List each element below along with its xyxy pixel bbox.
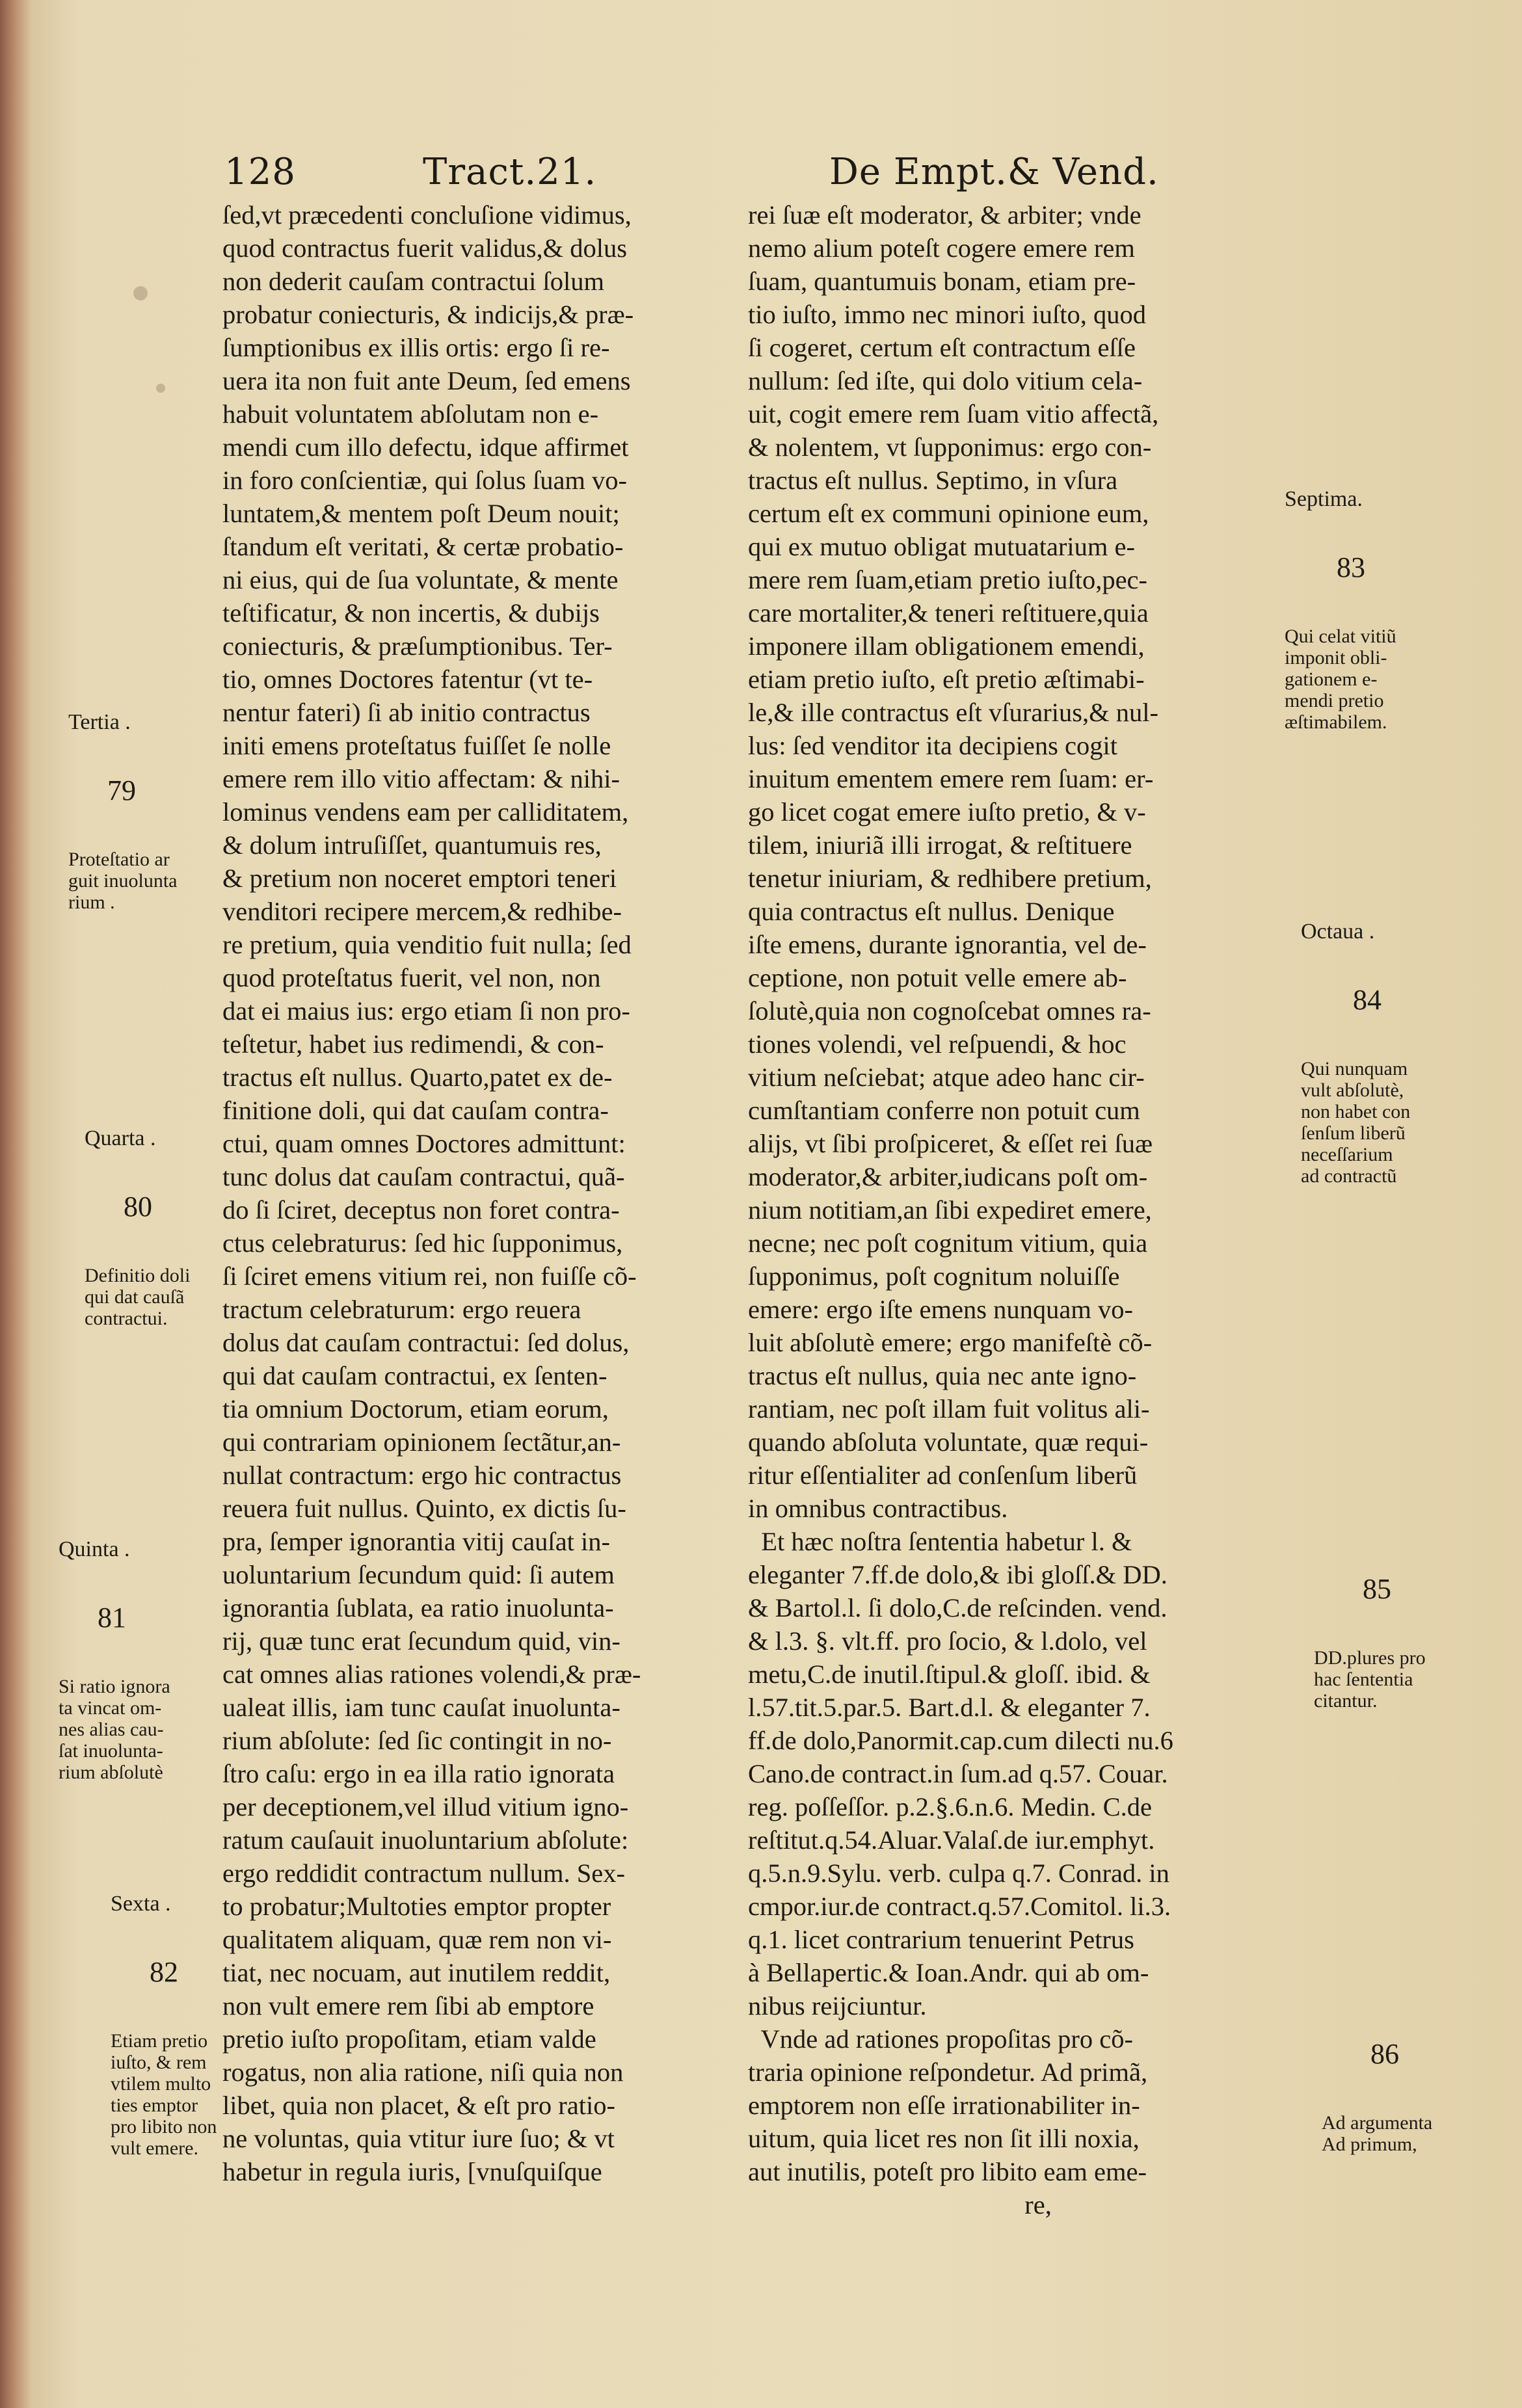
left-text-column <box>222 198 782 2188</box>
text-line: ſtandum eſt veritati, & certæ probatio- <box>222 532 624 561</box>
right-text-column <box>748 198 1320 2221</box>
text-line: Et hæc noſtra ſententia habetur l. & <box>748 1527 1132 1556</box>
text-line: probatur coniecturis, & indicijs,& præ- <box>222 300 634 329</box>
margin-ordinal: Quinta . <box>59 1537 130 1561</box>
margin-gloss: Qui celat vitiũ imponit obli- gationem e- mendi pretio æſtimabilem. <box>1285 626 1396 733</box>
text-line: ſed,vt præcedenti concluſione vidimus, <box>222 200 632 230</box>
margin-note-82 <box>111 1850 217 2202</box>
text-line: tiat, nec nocuam, aut inutilem reddit, <box>222 1958 611 1987</box>
text-line: tractum celebraturum: ergo reuera <box>222 1295 581 1324</box>
text-line: alijs, vt ſibi proſpiceret, & eſſet rei ſuæ <box>748 1129 1153 1158</box>
text-line: nullum: ſed iſte, qui dolo vitium cela- <box>748 366 1143 395</box>
text-line: to probatur;Multoties emptor propter <box>222 1892 611 1921</box>
text-line: pretio iuſto propoſitam, etiam valde <box>222 2024 596 2054</box>
text-line: reg. poſſeſſor. p.2.§.6.n.6. Medin. C.de <box>748 1792 1152 1821</box>
text-line: teſtetur, habet ius redimendi, & con- <box>222 1029 604 1059</box>
margin-gloss: Proteſtatio ar guit inuolunta rium . <box>68 849 178 913</box>
text-line: reuera fuit nullus. Quinto, ex dictis ſu- <box>222 1494 626 1523</box>
margin-ordinal: Tertia . <box>68 710 131 734</box>
text-line: tunc dolus dat cauſam contractui, quã- <box>222 1162 625 1191</box>
text-line: luit abſolutè emere; ergo manifeſtè cõ- <box>748 1328 1153 1357</box>
text-line: qui contrariam opinionem ſectãtur,an- <box>222 1427 621 1457</box>
text-line: go licet cogat emere iuſto pretio, & v- <box>748 797 1146 827</box>
text-line: non dederit cauſam contractui ſolum <box>222 267 605 296</box>
text-line: aut inutilis, poteſt pro libito eam eme- <box>748 2157 1147 2186</box>
text-line: à Bellapertic.& Ioan.Andr. qui ab om- <box>748 1958 1149 1987</box>
text-line: coniecturis, & præſumptionibus. Ter- <box>222 631 613 661</box>
text-line: emptorem non eſſe irrationabiliter in- <box>748 2091 1140 2120</box>
text-line: teſtificatur, & non incertis, & dubijs <box>222 598 600 628</box>
text-line: uoluntarium ſecundum quid: ſi autem <box>222 1560 615 1589</box>
margin-number: 85 <box>1363 1573 1391 1605</box>
text-line: ni eius, qui de ſua voluntate, & mente <box>222 565 619 594</box>
text-line: uera ita non fuit ante Deum, ſed emens <box>222 366 631 395</box>
text-line: care mortaliter,& teneri reſtituere,quia <box>748 598 1149 628</box>
text-line: uitum, quia licet res non ſit illi noxia, <box>748 2124 1140 2153</box>
text-line: quando abſoluta voluntate, quæ requi- <box>748 1427 1149 1457</box>
text-line: mere rem ſuam,etiam pretio iuſto,pec- <box>748 565 1148 594</box>
margin-gloss: Ad argumenta Ad primum, <box>1322 2112 1433 2155</box>
section-title: De Empt.& Vend. <box>829 151 1159 193</box>
margin-gloss: Etiam pretio iuſto, & rem vtilem multo ties emptor pro libito non vult emere. <box>111 2030 217 2159</box>
text-line: ſumptionibus ex illis ortis: ergo ſi re- <box>222 333 610 362</box>
margin-ordinal: Octaua . <box>1301 920 1375 944</box>
text-line: eleganter 7.ff.de dolo,& ibi gloſſ.& DD. <box>748 1560 1168 1589</box>
text-line: rij, quæ tunc erat ſecundum quid, vin- <box>222 1626 621 1656</box>
text-line: re, <box>748 2190 1052 2219</box>
margin-number: 80 <box>124 1191 152 1223</box>
text-line: ſolutè,quia non cognoſcebat omnes ra- <box>748 996 1151 1025</box>
text-line: & l.3. §. vlt.ff. pro ſocio, & l.dolo, vel <box>748 1626 1147 1656</box>
text-line: nibus reijciuntur. <box>748 1991 927 2020</box>
margin-number: 81 <box>98 1602 126 1634</box>
text-line: per deceptionem,vel illud vitium igno- <box>222 1792 629 1821</box>
text-line: do ſi ſciret, deceptus non foret contra- <box>222 1195 620 1224</box>
text-line: in foro conſcientiæ, qui ſolus ſuam vo- <box>222 466 628 495</box>
text-line: Vnde ad rationes propoſitas pro cõ- <box>748 2024 1133 2054</box>
text-line: tractus eſt nullus, quia nec ante igno- <box>748 1361 1137 1390</box>
text-line: reſtitut.q.54.Aluar.Valaſ.de iur.emphyt. <box>748 1825 1155 1855</box>
margin-note-81 <box>59 1496 170 1826</box>
margin-note-79 <box>68 668 178 956</box>
text-line: cumſtantiam conferre non potuit cum <box>748 1096 1140 1125</box>
tract-heading: Tract.21. <box>423 151 597 193</box>
text-line: in omnibus contractibus. <box>748 1494 1008 1523</box>
text-line: certum eſt ex communi opinione eum, <box>748 499 1149 528</box>
text-line: tia omnium Doctorum, etiam eorum, <box>222 1394 609 1423</box>
text-line: ne voluntas, quia vtitur iure ſuo; & vt <box>222 2124 615 2153</box>
margin-ordinal: Sexta . <box>111 1892 171 1916</box>
margin-note-86 <box>1322 1996 1432 2198</box>
text-line: dat ei maius ius: ergo etiam ſi non pro- <box>222 996 630 1025</box>
text-line: ctui, quam omnes Doctores admittunt: <box>222 1129 626 1158</box>
text-line: ſuam, quantumuis bonam, etiam pre- <box>748 267 1136 296</box>
text-line: iſte emens, durante ignorantia, vel de- <box>748 930 1147 959</box>
text-line: pra, ſemper ignorantia vitij cauſat in- <box>222 1527 611 1556</box>
text-line: ergo reddidit contractum nullum. Sex- <box>222 1859 625 1888</box>
text-line: initi emens proteſtatus fuiſſet ſe nolle <box>222 731 611 760</box>
text-line: inuitum ementem emere rem ſuam: er- <box>748 764 1154 793</box>
running-head <box>224 151 1291 203</box>
text-line: habetur in regula iuris, [vnuſquiſque <box>222 2157 602 2186</box>
margin-gloss: Qui nunquam vult abſolutè, non habet con ſenſum liberũ neceſſarium ad contractũ <box>1301 1058 1411 1187</box>
margin-note-85 <box>1314 1531 1426 1754</box>
text-line: rei ſuæ eſt moderator, & arbiter; vnde <box>748 200 1142 230</box>
text-line: ſi ſciret emens vitium rei, non fuiſſe cõ- <box>222 1262 637 1291</box>
text-line: tractus eſt nullus. Quarto,patet ex de- <box>222 1063 613 1092</box>
text-line: ualeat illis, iam tunc cauſat inuolunta- <box>222 1693 621 1722</box>
text-line: quod proteſtatus fuerit, vel non, non <box>222 963 601 992</box>
text-line: ſi cogeret, certum eſt contractum eſſe <box>748 333 1136 362</box>
text-line: traria opinione reſpondetur. Ad primã, <box>748 2057 1148 2087</box>
margin-gloss: Definitio doli qui dat cauſã contractui. <box>85 1265 191 1329</box>
text-line: non vult emere rem ſibi ab emptore <box>222 1991 594 2020</box>
text-line: necne; nec poſt cognitum vitium, quia <box>748 1228 1148 1258</box>
margin-note-84 <box>1301 878 1410 1230</box>
text-line: rantiam, nec poſt illam fuit volitus ali- <box>748 1394 1150 1423</box>
text-line: & Bartol.l. ſi dolo,C.de reſcinden. vend. <box>748 1593 1168 1622</box>
text-line: ignorantia ſublata, ea ratio inuolunta- <box>222 1593 614 1622</box>
margin-ordinal: Quarta . <box>85 1126 156 1150</box>
margin-note-80 <box>85 1085 190 1372</box>
margin-number: 83 <box>1337 551 1365 583</box>
margin-gloss: Si ratio ignora ta vincat om- nes alias cau- ſat inuolunta- rium abſolutè <box>59 1676 170 1783</box>
ink-smudge <box>156 384 165 393</box>
text-line: ceptione, non potuit velle emere ab- <box>748 963 1127 992</box>
text-line: le,& ille contractus eſt vſurarius,& nul- <box>748 698 1158 727</box>
text-line: tio, omnes Doctores fatentur (vt te- <box>222 665 593 694</box>
margin-number: 82 <box>150 1956 178 1988</box>
margin-number: 84 <box>1353 984 1382 1016</box>
text-line: lus: ſed venditor ita decipiens cogit <box>748 731 1117 760</box>
text-line: tiones volendi, vel reſpuendi, & hoc <box>748 1029 1127 1059</box>
text-line: q.1. licet contrarium tenuerint Petrus <box>748 1925 1134 1954</box>
text-line: qui dat cauſam contractui, ex ſenten- <box>222 1361 607 1390</box>
text-line: Cano.de contract.in ſum.ad q.57. Couar. <box>748 1759 1168 1788</box>
text-line: emere rem illo vitio affectam: & nihi- <box>222 764 621 793</box>
text-line: qualitatem aliquam, quæ rem non vi- <box>222 1925 612 1954</box>
page-number: 128 <box>224 151 296 193</box>
margin-number: 79 <box>107 774 136 806</box>
text-line: rogatus, non alia ratione, niſi quia non <box>222 2057 624 2087</box>
text-line: ſtro caſu: ergo in ea illa ratio ignorata <box>222 1759 615 1788</box>
text-line: q.5.n.9.Sylu. verb. culpa q.7. Conrad. in <box>748 1859 1169 1888</box>
text-line: tenetur iniuriam, & redhibere pretium, <box>748 864 1152 893</box>
text-line: moderator,& arbiter,iudicans poſt om- <box>748 1162 1148 1191</box>
text-line: nentur fateri) ſi ab initio contractus <box>222 698 591 727</box>
text-line: lominus vendens eam per calliditatem, <box>222 797 629 827</box>
text-line: luntatem,& mentem poſt Deum nouit; <box>222 499 620 528</box>
text-line: habuit voluntatem abſolutam non e- <box>222 399 599 429</box>
text-line: imponere illam obligationem emendi, <box>748 631 1145 661</box>
text-line: libet, quia non placet, & eſt pro ratio- <box>222 2091 615 2120</box>
text-line: re pretium, quia venditio fuit nulla; ſed <box>222 930 632 959</box>
text-line: uit, cogit emere rem ſuam vitio affectã, <box>748 399 1159 429</box>
text-line: ctus celebraturus: ſed hic ſupponimus, <box>222 1228 623 1258</box>
text-line: & pretium non noceret emptori teneri <box>222 864 617 893</box>
text-line: nullat contractum: ergo hic contractus <box>222 1461 622 1490</box>
text-line: quia contractus eſt nullus. Denique <box>748 897 1115 926</box>
text-line: ff.de dolo,Panormit.cap.cum dilecti nu.6 <box>748 1726 1173 1755</box>
text-line: venditori recipere mercem,& redhibe- <box>222 897 622 926</box>
margin-number: 86 <box>1370 2038 1399 2070</box>
text-line: & dolum intruſiſſet, quantumuis res, <box>222 830 602 860</box>
text-line: cat omnes alias rationes volendi,& præ- <box>222 1660 641 1689</box>
text-line: finitione doli, qui dat cauſam contra- <box>222 1096 609 1125</box>
text-line: tio iuſto, immo nec minori iuſto, quod <box>748 300 1146 329</box>
text-line: rium abſolute: ſed ſic contingit in no- <box>222 1726 612 1755</box>
ink-smudge <box>133 286 148 300</box>
text-line: ritur eſſentialiter ad conſenſum liberũ <box>748 1461 1138 1490</box>
margin-gloss: DD.plures pro hac ſententia citantur. <box>1314 1647 1426 1712</box>
text-line: mendi cum illo defectu, idque affirmet <box>222 432 629 462</box>
text-line: etiam pretio iuſto, eſt pretio æſtimabi- <box>748 665 1145 694</box>
text-line: dolus dat cauſam contractui: ſed dolus, <box>222 1328 630 1357</box>
text-line: nemo alium poteſt cogere emere rem <box>748 233 1135 263</box>
text-line: qui ex mutuo obligat mutuatarium e- <box>748 532 1136 561</box>
text-line: metu,C.de inutil.ſtipul.& gloſſ. ibid. & <box>748 1660 1151 1689</box>
text-line: l.57.tit.5.par.5. Bart.d.l. & eleganter 7. <box>748 1693 1151 1722</box>
text-line: & nolentem, vt ſupponimus: ergo con- <box>748 432 1152 462</box>
text-line: vitium neſciebat; atque adeo hanc cir- <box>748 1063 1145 1092</box>
text-line: quod contractus fuerit validus,& dolus <box>222 233 628 263</box>
text-line: cmpor.iur.de contract.q.57.Comitol. li.3. <box>748 1892 1171 1921</box>
text-line: ſupponimus, poſt cognitum noluiſſe <box>748 1262 1120 1291</box>
margin-ordinal: Septima. <box>1285 487 1363 511</box>
text-line: tractus eſt nullus. Septimo, in vſura <box>748 466 1118 495</box>
text-line: ratum cauſauit inuoluntarium abſolute: <box>222 1825 629 1855</box>
text-line: nium notitiam,an ſibi expediret emere, <box>748 1195 1152 1224</box>
text-line: tilem, iniuriã illi irrogat, & reſtituere <box>748 830 1132 860</box>
margin-note-83 <box>1285 445 1396 776</box>
text-line: emere: ergo iſte emens nunquam vo- <box>748 1295 1133 1324</box>
